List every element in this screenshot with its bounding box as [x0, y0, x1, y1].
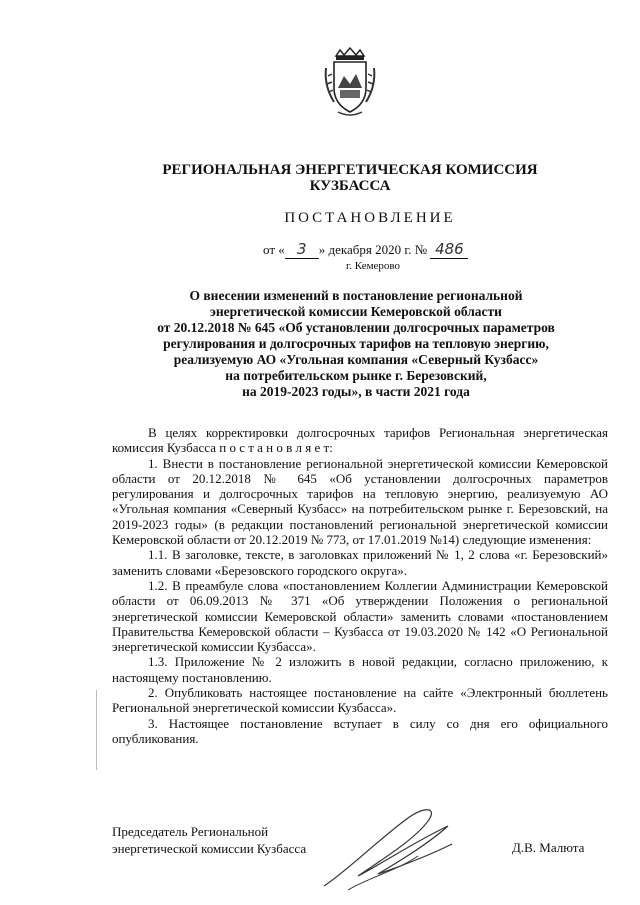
title-line: О внесении изменений в постановление региональной: [189, 288, 523, 303]
signatory-position: [112, 823, 306, 857]
intro-paragraph: В целях корректировки долгосрочных тарифов Региональная энергетическая комиссия Кузбасса п о с т а н о в л я е т:: [112, 425, 608, 456]
paragraph-1: 1. Внести в постановление региональной энергетической комиссии Кемеровской области от 20.12.2018 № 645 «Об установлении долгосрочных параметров регулирования и долгосрочных тарифов на тепловую энергию, реализуемую АО «Угольная компания «Северный Кузбасс» на потребительском рынке г. Березовский, на 2019-2023 годы» (в редакции постановлений региональной энергетической комиссии Кемеровской области от 20.12.2019 № 773, от 17.01.2019 №14) следующие изменения:: [112, 455, 608, 548]
date-line: [263, 240, 468, 259]
title-line: на 2019-2023 годы», в части 2021 года: [242, 384, 470, 399]
org-name-line-2: КУЗБАССА: [309, 178, 391, 194]
org-name-line-1: РЕГИОНАЛЬНАЯ ЭНЕРГЕТИЧЕСКАЯ КОМИССИЯ: [162, 162, 538, 178]
document-number: 486: [430, 240, 468, 259]
paragraph-1-1: 1.1. В заголовке, тексте, в заголовках приложений № 1, 2 слова «г. Березовский» заменить словами «Березовского городского округа».: [112, 547, 608, 578]
city: г. Кемерово: [346, 260, 401, 272]
title-line: реализуемую АО «Угольная компания «Северный Кузбасс»: [173, 352, 539, 367]
title-line: на потребительском рынке г. Березовский,: [225, 368, 487, 383]
title-line: регулирования и долгосрочных тарифов на тепловую энергию,: [163, 336, 549, 351]
scan-margin-line: [96, 690, 97, 770]
signatory-name: Д.В. Малюта: [512, 840, 585, 855]
document-body: [112, 425, 608, 746]
organization-name: [0, 162, 640, 194]
paragraph-1-3: 1.3. Приложение № 2 изложить в новой редакции, согласно приложению, к настоящему постановлению.: [112, 654, 608, 685]
date-suffix: » декабря 2020 г. №: [318, 242, 428, 257]
document-type: ПОСТАНОВЛЕНИЕ: [284, 210, 456, 226]
paragraph-2: 2. Опубликовать настоящее постановление на сайте «Электронный бюллетень Региональной энергетической комиссии Кузбасса».: [112, 685, 608, 716]
document-title: [118, 288, 594, 400]
coat-of-arms-emblem: [322, 46, 378, 118]
title-line: энергетической комиссии Кемеровской области: [210, 304, 502, 319]
handwritten-signature: [318, 800, 458, 896]
date-prefix: от «: [263, 242, 285, 257]
paragraph-3: 3. Настоящее постановление вступает в силу со дня его официального опубликования.: [112, 715, 608, 746]
position-line-2: энергетической комиссии Кузбасса: [112, 841, 307, 856]
date-day: 3: [285, 240, 319, 259]
title-line: от 20.12.2018 № 645 «Об установлении долгосрочных параметров: [157, 320, 555, 335]
paragraph-1-2: 1.2. В преамбуле слова «постановлением Коллегии Администрации Кемеровской области от 06.09.2013 № 371 «Об утверждении Положения о региональной энергетической комиссии Кемеровской области» заменить словами «постановлением Правительства Кемеровской области – Кузбасса от 19.03.2020 № 142 «О Региональной энергетической комиссии Кузбасса».: [112, 577, 608, 655]
position-line-1: Председатель Региональной: [112, 824, 269, 839]
